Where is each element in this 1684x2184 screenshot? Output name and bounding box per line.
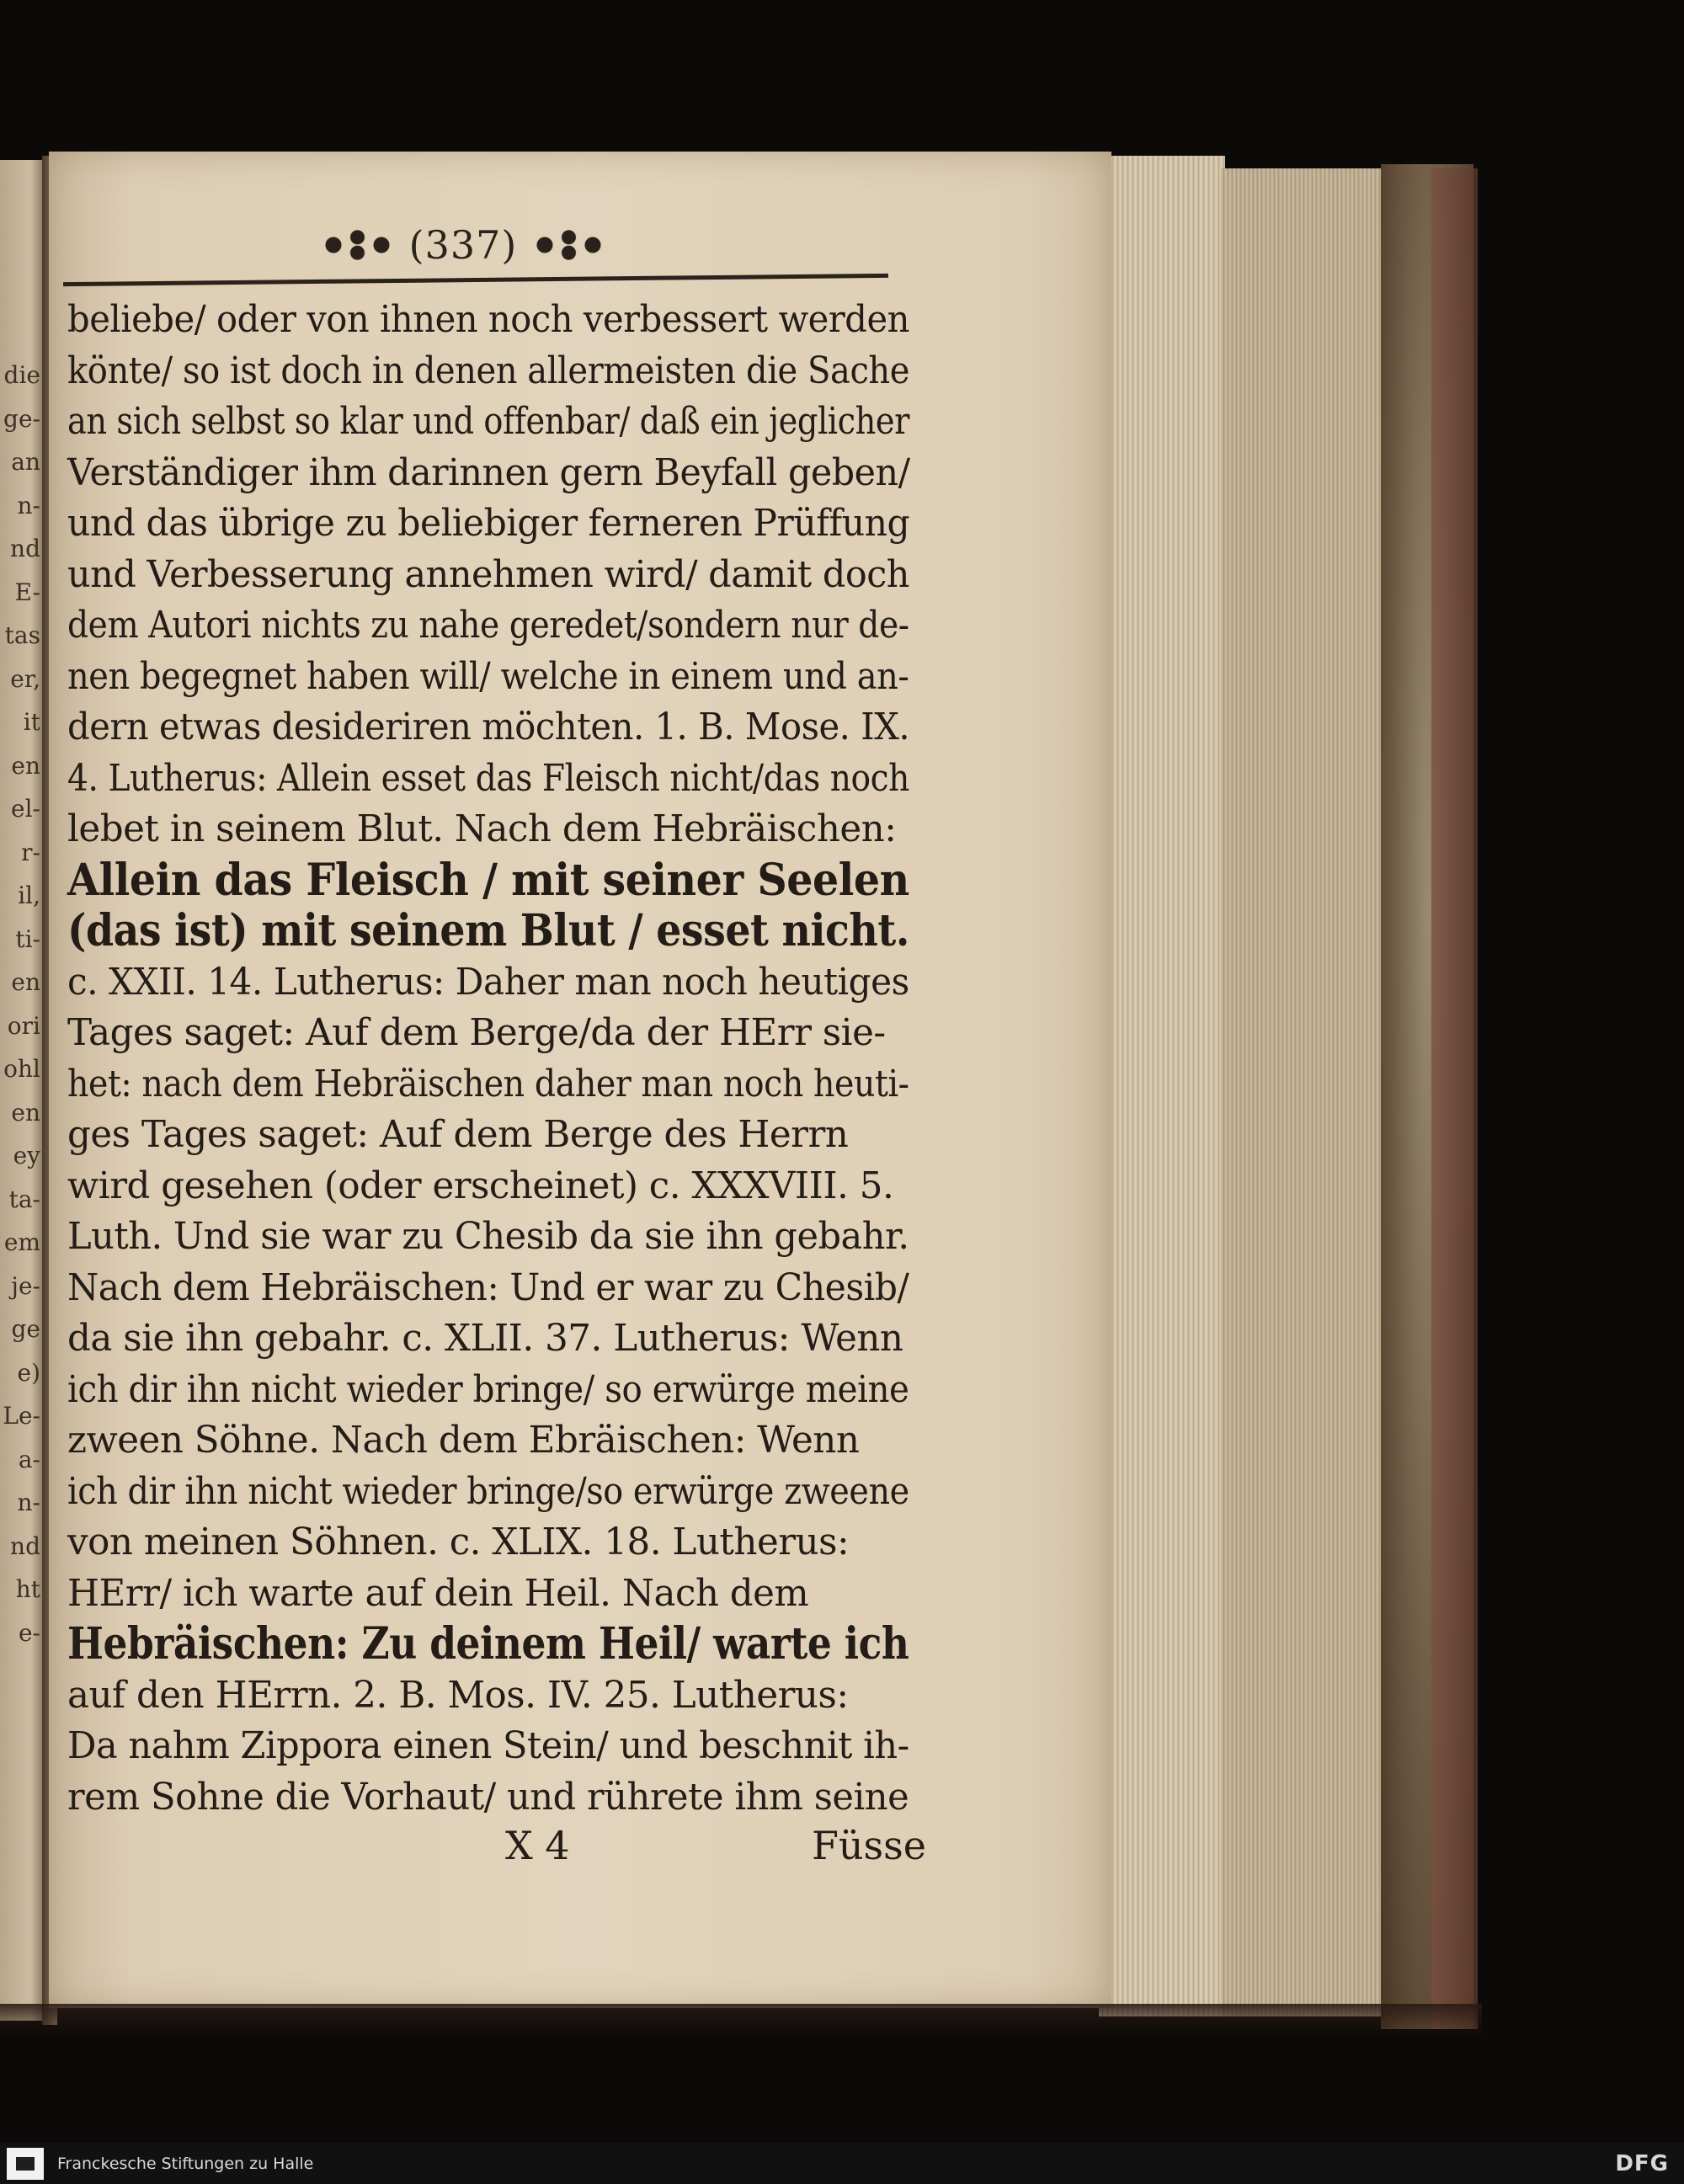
ornament-left-icon	[317, 226, 397, 264]
institution-logo-icon	[7, 2148, 44, 2180]
text-line: HErr/ ich warte auf dein Heil. Nach dem	[67, 1571, 809, 1615]
text-line: ich dir ihn nicht wieder bringe/so erwürge zweene	[67, 1469, 909, 1513]
previous-page-fragment: ti-	[15, 924, 40, 953]
text-line: lebet in seinem Blut. Nach dem Hebräischen:	[67, 807, 897, 850]
text-line: nen begegnet haben will/ welche in einem und an-	[67, 654, 909, 698]
text-line: auf den HErrn. 2. B. Mos. IV. 25. Lutherus:	[67, 1673, 849, 1717]
text-line: het: nach dem Hebräischen daher man noch heuti-	[67, 1062, 909, 1105]
text-line: Verständiger ihm darinnen gern Beyfall geben/	[67, 450, 910, 494]
previous-page-fragment: e)	[17, 1358, 40, 1387]
page-number: (337)	[408, 222, 518, 268]
text-line: 4. Lutherus: Allein esset das Fleisch nicht/das noch	[67, 756, 909, 800]
previous-page-fragment: en	[11, 751, 40, 780]
previous-page-fragment: ta-	[8, 1185, 40, 1213]
page-footer	[67, 1823, 926, 1882]
previous-page-fragment: il,	[18, 882, 40, 909]
previous-page-fragment: en	[11, 1098, 40, 1127]
text-line: könte/ so ist doch in denen allermeisten die Sache	[67, 349, 909, 392]
previous-page-fragment: ohl	[3, 1055, 40, 1083]
previous-page-fragment: n-	[17, 1489, 40, 1516]
text-line: und Verbesserung annehmen wird/ damit doch	[67, 552, 909, 596]
text-line: dem Autori nichts zu nahe geredet/sondern nur de-	[67, 604, 909, 647]
previous-page-fragment: je-	[11, 1271, 40, 1300]
text-line: Luth. Und sie war zu Chesib da sie ihn gebahr.	[67, 1215, 909, 1258]
previous-page-fragment: ge	[11, 1315, 40, 1343]
credit-bar	[0, 2143, 1684, 2184]
text-line: c. XXII. 14. Lutherus: Daher man noch heutiges	[67, 960, 909, 1004]
previous-page-fragment: die	[3, 361, 40, 389]
text-line: und das übrige zu beliebiger ferneren Prüffung	[67, 502, 910, 545]
text-line: rem Sohne die Vorhaut/ und rührete ihm seine	[67, 1775, 909, 1819]
funder-logo: DFG	[1615, 2151, 1669, 2176]
page-header	[303, 217, 623, 273]
ornament-right-icon	[529, 226, 609, 264]
previous-page-fragment: an	[11, 448, 40, 476]
book-bottom-shadow	[0, 2004, 1482, 2038]
previous-page-fragment: er,	[10, 664, 40, 693]
institution-name: Franckesche Stiftungen zu Halle	[57, 2154, 314, 2173]
previous-page-fragment: a-	[18, 1445, 40, 1473]
text-line: Tages saget: Auf dem Berge/da der HErr sie-	[67, 1011, 886, 1054]
text-line: (das ist) mit seinem Blut / esset nicht.	[67, 905, 909, 956]
text-line: von meinen Söhnen. c. XLIX. 18. Lutherus:	[67, 1521, 850, 1563]
previous-page-fragment: n-	[17, 491, 40, 519]
previous-page-fragment: ge-	[3, 404, 40, 433]
text-line: dern etwas desideriren möchten. 1. B. Mose. IX.	[67, 706, 910, 748]
page-stack-edge-back	[1221, 168, 1389, 2016]
previous-page-fragment: tas	[4, 621, 40, 649]
previous-page-fragment: r-	[21, 838, 40, 866]
previous-page-fragment: E-	[14, 578, 40, 606]
text-line: Hebräischen: Zu deinem Heil/ warte ich	[67, 1618, 909, 1670]
book-cover-leather	[1431, 168, 1478, 2029]
page-body-text	[67, 295, 918, 1823]
text-line: wird gesehen (oder erscheinet) c. XXXVIII. 5.	[67, 1164, 894, 1207]
previous-page-fragment: ori	[7, 1011, 40, 1040]
text-line: Allein das Fleisch / mit seiner Seelen	[67, 854, 909, 906]
previous-page-fragment: en	[11, 968, 40, 996]
text-line: Nach dem Hebräischen: Und er war zu Chesib/	[67, 1265, 909, 1309]
previous-page-fragment: ey	[13, 1142, 40, 1169]
previous-page-fragment: nd	[10, 1531, 40, 1560]
catchword: Füsse	[812, 1823, 926, 1868]
previous-page-fragment: nd	[10, 535, 40, 562]
previous-page-fragment: e-	[18, 1618, 40, 1647]
text-line: beliebe/ oder von ihnen noch verbessert werden	[67, 298, 910, 341]
previous-page-fragment: em	[3, 1228, 40, 1256]
text-line: ich dir ihn nicht wieder bringe/ so erwürge meine	[67, 1367, 909, 1411]
previous-page-fragment: el-	[11, 795, 40, 823]
text-line: an sich selbst so klar und offenbar/ daß ein jeglicher	[67, 400, 909, 443]
text-line: da sie ihn gebahr. c. XLII. 37. Lutherus: Wenn	[67, 1317, 903, 1360]
text-line: ges Tages saget: Auf dem Berge des Herrn	[67, 1113, 849, 1156]
text-line: Da nahm Zippora einen Stein/ und beschnit ih-	[67, 1724, 909, 1767]
previous-page-fragment: Le-	[3, 1402, 40, 1430]
previous-page-fragment: it	[23, 708, 40, 736]
previous-page-fragments	[0, 354, 40, 1654]
previous-page-fragment: ht	[15, 1575, 40, 1603]
signature-mark: X 4	[505, 1823, 570, 1868]
page-stack-edge	[1099, 156, 1225, 2016]
text-line: zween Söhne. Nach dem Ebräischen: Wenn	[67, 1419, 860, 1462]
